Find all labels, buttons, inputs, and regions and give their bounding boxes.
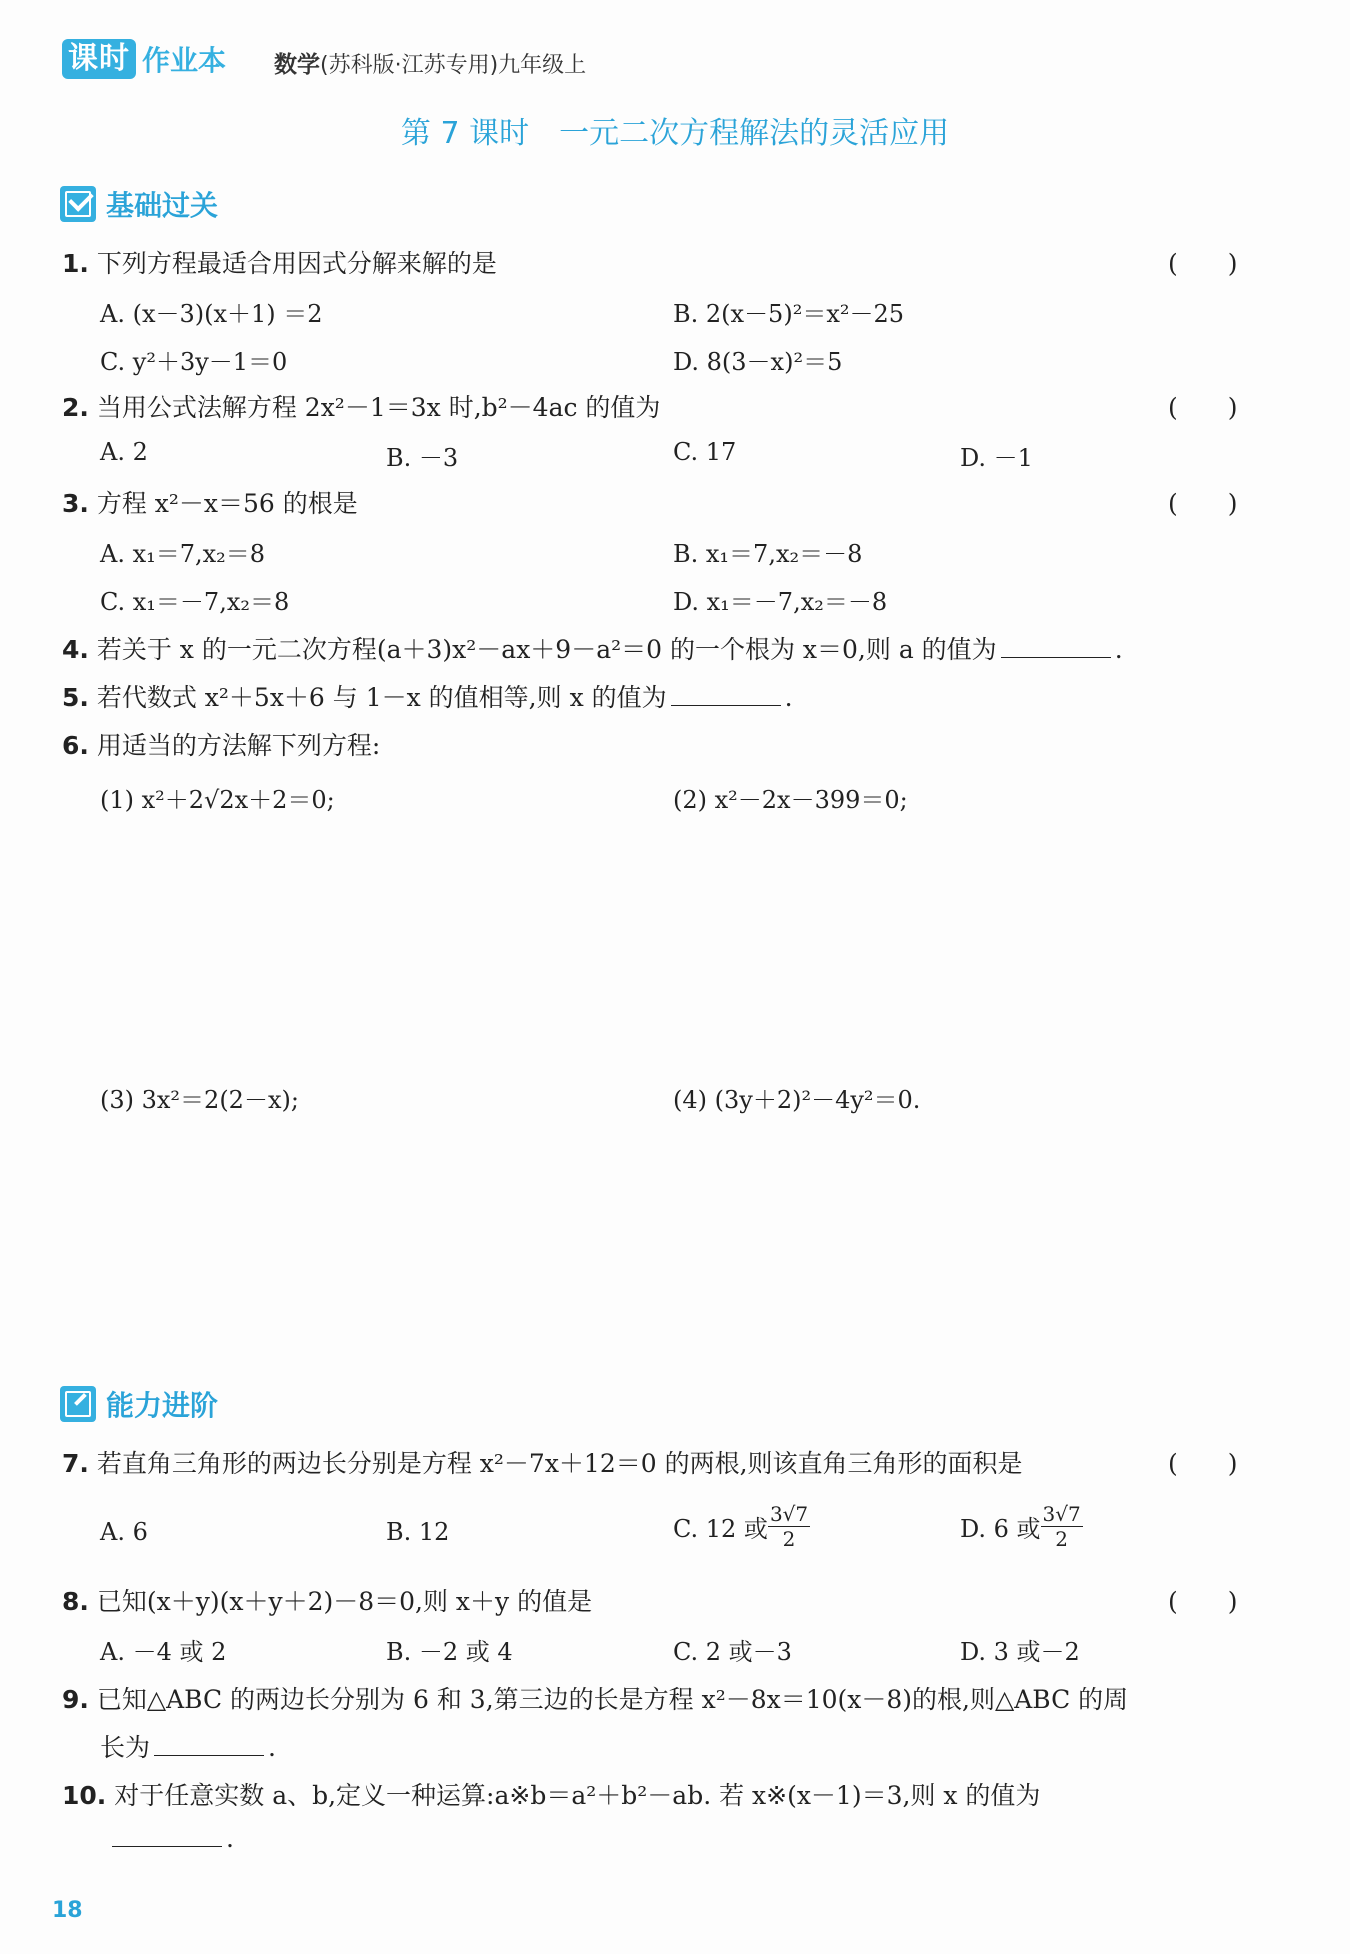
option-a[interactable]: A. 2 bbox=[100, 438, 148, 466]
question-text: 方程 x²－x＝56 的根是 bbox=[96, 489, 358, 518]
answer-paren[interactable]: ( ) bbox=[1168, 1587, 1238, 1616]
section-advanced-label: 能力进阶 bbox=[106, 1389, 219, 1422]
question-3 bbox=[62, 484, 358, 520]
answer-blank[interactable] bbox=[1001, 656, 1111, 658]
question-text: 若直角三角形的两边长分别是方程 x²－7x＋12＝0 的两根,则该直角三角形的面积是 bbox=[96, 1449, 1023, 1478]
option-d[interactable]: D. x₁＝－7,x₂＝－8 bbox=[673, 588, 888, 616]
question-9 bbox=[62, 1680, 1128, 1716]
option-a[interactable]: A. (x－3)(x＋1) ＝2 bbox=[100, 300, 323, 328]
option-b[interactable]: B. －3 bbox=[386, 444, 459, 472]
question-2 bbox=[62, 388, 660, 424]
option-b[interactable]: B. 2(x－5)²＝x²－25 bbox=[673, 300, 905, 328]
edition-label: (苏科版·江苏专用)九年级上 bbox=[320, 53, 587, 78]
subquestion-3: (3) 3x²＝2(2－x); bbox=[100, 1086, 299, 1114]
question-number: 2. bbox=[62, 393, 89, 422]
lesson-title: 第 7 课时 一元二次方程解法的灵活应用 bbox=[400, 116, 950, 151]
question-10-cont bbox=[108, 1824, 234, 1853]
question-number: 4. bbox=[62, 635, 89, 664]
question-text: 若代数式 x²＋5x＋6 与 1－x 的值相等,则 x 的值为 bbox=[96, 683, 667, 712]
option-c[interactable]: C. 2 或－3 bbox=[673, 1638, 792, 1666]
option-a[interactable]: A. 6 bbox=[100, 1518, 148, 1546]
question-number: 8. bbox=[62, 1587, 89, 1616]
question-text: 当用公式法解方程 2x²－1＝3x 时,b²－4ac 的值为 bbox=[96, 393, 661, 422]
option-d[interactable] bbox=[960, 1502, 1083, 1551]
option-a[interactable]: A. x₁＝7,x₂＝8 bbox=[100, 540, 266, 568]
question-8 bbox=[62, 1582, 592, 1618]
fraction-numerator: 3√7 bbox=[769, 1502, 809, 1526]
subquestion-1: (1) x²＋2√2x＋2＝0; bbox=[100, 786, 335, 814]
answer-paren[interactable]: ( ) bbox=[1168, 393, 1238, 422]
question-number: 10. bbox=[62, 1781, 107, 1810]
option-b[interactable]: B. －2 或 4 bbox=[386, 1638, 513, 1666]
question-number: 7. bbox=[62, 1449, 89, 1478]
question-1 bbox=[62, 244, 497, 280]
question-4 bbox=[62, 630, 1123, 666]
question-text: 若关于 x 的一元二次方程(a＋3)x²－ax＋9－a²＝0 的一个根为 x＝0,则 a 的值为 bbox=[96, 635, 997, 664]
question-text: 对于任意实数 a、b,定义一种运算:a※b＝a²＋b²－ab. 若 x※(x－1)＝3,则 x 的值为 bbox=[114, 1781, 1041, 1810]
section-advanced bbox=[60, 1384, 218, 1424]
option-c[interactable]: C. y²＋3y－1＝0 bbox=[100, 348, 288, 376]
logo-text: 作业本 bbox=[142, 44, 227, 77]
question-number: 9. bbox=[62, 1685, 89, 1714]
section-basic-label: 基础过关 bbox=[106, 189, 219, 222]
brand-logo bbox=[62, 38, 226, 80]
fraction bbox=[768, 1502, 810, 1551]
question-text: 已知(x＋y)(x＋y＋2)－8＝0,则 x＋y 的值是 bbox=[96, 1587, 593, 1616]
option-d[interactable]: D. －1 bbox=[960, 444, 1033, 472]
option-b[interactable]: B. 12 bbox=[386, 1518, 450, 1546]
fraction bbox=[1041, 1502, 1083, 1551]
logo-box: 课时 bbox=[62, 39, 136, 79]
question-text: 长为 bbox=[100, 1733, 151, 1762]
question-5 bbox=[62, 678, 793, 714]
answer-blank[interactable] bbox=[671, 704, 781, 706]
option-b[interactable]: B. x₁＝7,x₂＝－8 bbox=[673, 540, 863, 568]
option-a[interactable]: A. －4 或 2 bbox=[100, 1638, 227, 1666]
answer-paren[interactable]: ( ) bbox=[1168, 489, 1238, 518]
question-number: 5. bbox=[62, 683, 89, 712]
question-number: 1. bbox=[62, 249, 89, 278]
period: . bbox=[226, 1824, 234, 1853]
option-d[interactable]: D. 3 或－2 bbox=[960, 1638, 1080, 1666]
option-c[interactable]: C. 17 bbox=[673, 438, 737, 466]
option-text: D. 6 或 bbox=[960, 1515, 1041, 1543]
fraction-denominator: 2 bbox=[1055, 1527, 1069, 1551]
question-number: 6. bbox=[62, 731, 89, 760]
answer-blank[interactable] bbox=[154, 1754, 264, 1756]
subquestion-2: (2) x²－2x－399＝0; bbox=[673, 786, 908, 814]
fraction-denominator: 2 bbox=[782, 1527, 796, 1551]
question-number: 3. bbox=[62, 489, 89, 518]
question-text: 用适当的方法解下列方程: bbox=[96, 731, 381, 760]
section-basic bbox=[60, 184, 218, 224]
question-text: 已知△ABC 的两边长分别为 6 和 3,第三边的长是方程 x²－8x＝10(x－8)的根,则△ABC 的周 bbox=[96, 1685, 1129, 1714]
subquestion-4: (4) (3y＋2)²－4y²＝0. bbox=[673, 1086, 921, 1114]
question-10 bbox=[62, 1776, 1040, 1812]
option-c[interactable] bbox=[673, 1502, 810, 1551]
option-c[interactable]: C. x₁＝－7,x₂＝8 bbox=[100, 588, 290, 616]
period: . bbox=[268, 1733, 276, 1762]
question-text: 下列方程最适合用因式分解来解的是 bbox=[96, 249, 497, 278]
period: . bbox=[784, 683, 793, 712]
option-d[interactable]: D. 8(3－x)²＝5 bbox=[673, 348, 843, 376]
option-text: C. 12 或 bbox=[673, 1515, 768, 1543]
answer-paren[interactable]: ( ) bbox=[1168, 249, 1238, 278]
book-subtitle bbox=[274, 46, 586, 79]
question-9-cont bbox=[100, 1728, 276, 1764]
subject-label: 数学 bbox=[274, 52, 320, 78]
page-number: 18 bbox=[52, 1898, 83, 1923]
period: . bbox=[1114, 635, 1123, 664]
question-7 bbox=[62, 1444, 1023, 1480]
question-6 bbox=[62, 726, 380, 762]
pencil-note-icon bbox=[60, 1386, 96, 1422]
answer-blank[interactable] bbox=[112, 1845, 222, 1847]
fraction-numerator: 3√7 bbox=[1042, 1502, 1081, 1526]
answer-paren[interactable]: ( ) bbox=[1168, 1449, 1238, 1478]
checkbox-icon bbox=[60, 186, 96, 222]
